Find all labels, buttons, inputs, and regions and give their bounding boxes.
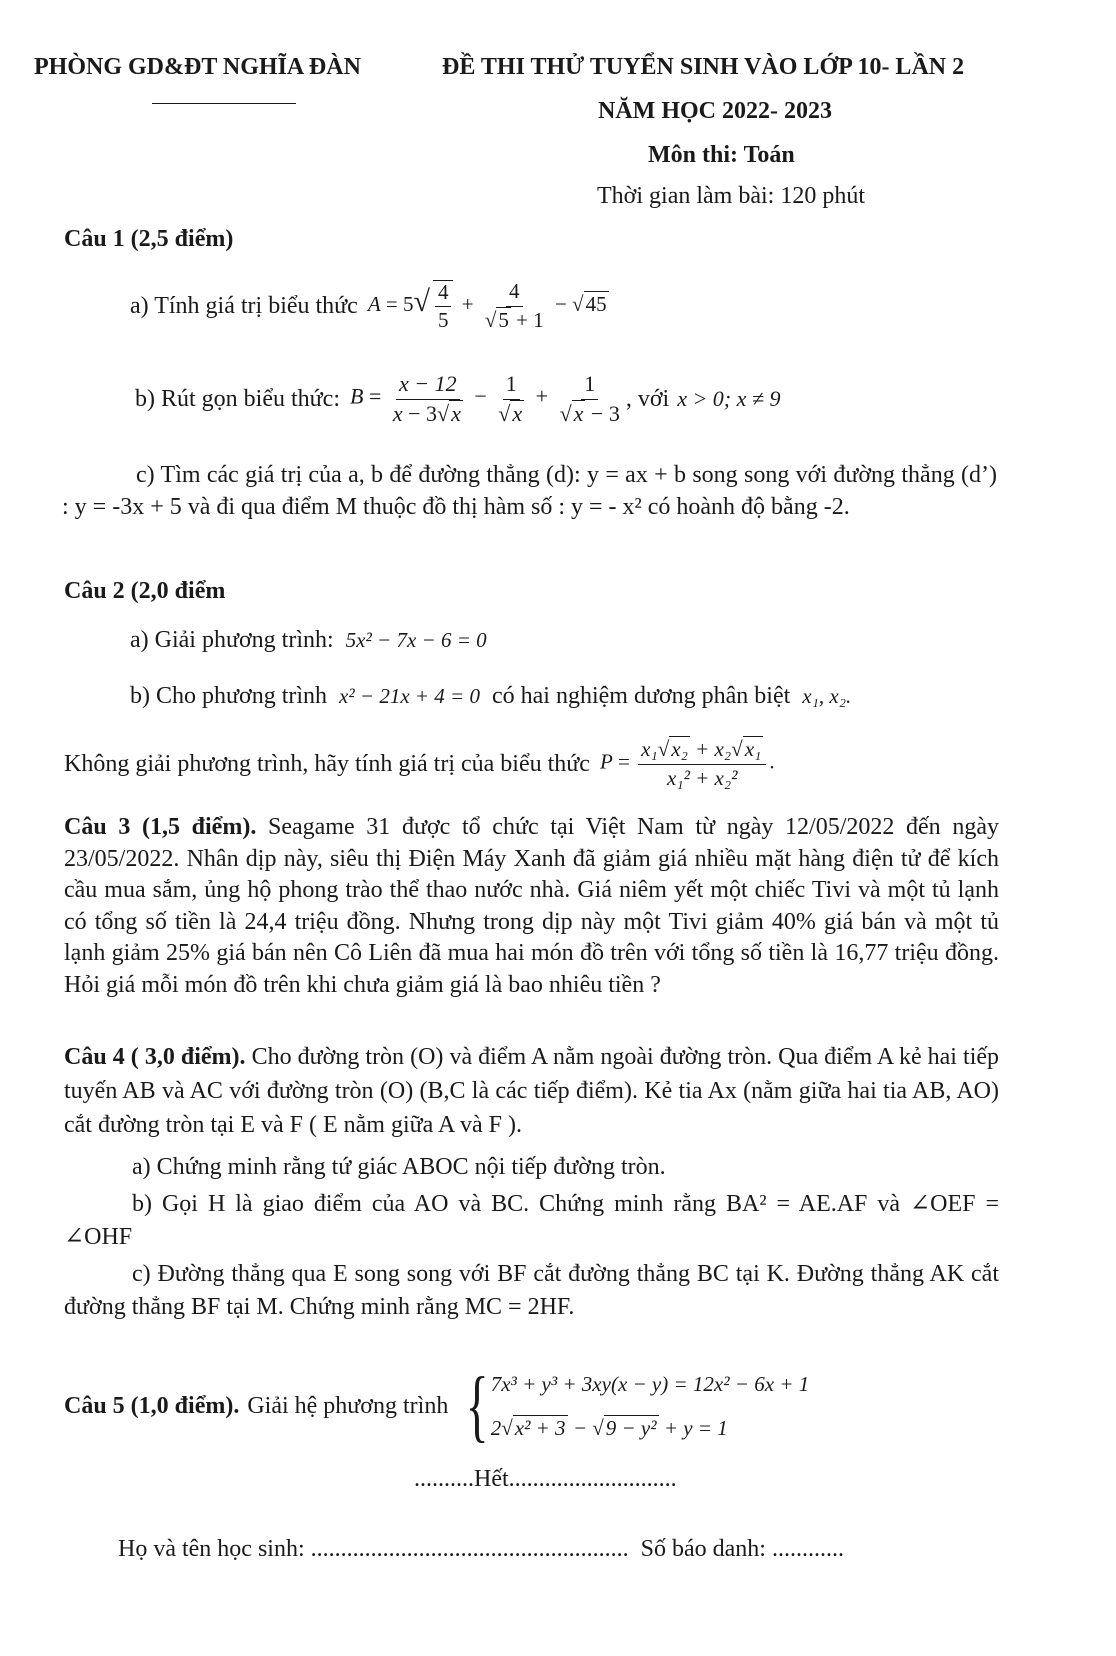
q4-title: Câu 4 ( 3,0 điểm). [64,1044,246,1070]
q2b-text2: có hai nghiệm dương phân biệt [491,683,791,709]
q4c: c) Đường thẳng qua E song song với BF cắt đường thẳng BC tại K. Đường thẳng AK cắt đường thẳng BF tại M. Chứng minh rằng MC = 2HF. [64,1261,999,1320]
q2-title: Câu 2 (2,0 điểm [64,578,226,604]
student-name-label: Họ và tên học sinh: [118,1536,305,1562]
q1-title: Câu 1 (2,5 điểm) [64,226,234,252]
end-text: Hết [474,1466,509,1492]
q5-text: Giải hệ phương trình [247,1392,449,1419]
q1b-text: b) Rút gọn biểu thức: [135,385,340,412]
q1c: c) Tìm các giá trị của a, b để đường thẳng (d): y = ax + b song song với đường thẳng (d’) : y = -3x + 5 và đi qua điểm M thuộc đồ thị hàm số : y = - x² có hoành độ bằng -2. [62,462,997,520]
q2a [130,627,487,654]
q2b-text1: b) Cho phương trình [130,683,328,709]
q4 [64,1040,999,1142]
q5-equation-1: 7x³ + y³ + 3xy(x − y) = 12x² − 6x + 1 [490,1372,810,1396]
q3-text: Seagame 31 được tổ chức tại Việt Nam từ ngày 12/05/2022 đến ngày 23/05/2022. Nhân dịp này, siêu thị Điện Máy Xanh đã giảm giá nhiều mặt hàng điện tử để kích cầu mua sắm, ủng hộ phong trào thể thao nước nhà. Giá niêm yết một chiếc Tivi và một tủ lạnh có tổng số tiền là 24,4 triệu đồng. Nhưng trong dịp này một Tivi giảm 40% giá bán và một tủ lạnh giảm 25% giá bán nên Cô Liên đã mua hai món đồ trên với tổng số tiền là 16,77 triệu đồng. Hỏi giá mỗi món đồ trên khi chưa giảm giá là bao nhiêu tiền ? [64,814,1000,998]
q1a [130,276,609,336]
student-name-dots: ..................................................... [310,1536,629,1562]
q5-system: { 7x³ + y³ + 3xy(x − y) = 12x² − 6x + 1 2√x² + 3 − √9 − y² + y = 1 [466,1362,810,1450]
q1a-text: a) Tính giá trị biểu thức [130,292,358,319]
q3-title: Câu 3 (1,5 điểm). [64,814,257,840]
q1b-condition-label: , với [625,385,670,412]
end-dots-right: ............................ [508,1466,677,1492]
q3 [64,812,999,1001]
q1b-condition: x > 0; x ≠ 9 [677,386,781,411]
school-name: PHÒNG GD&ĐT NGHĨA ĐÀN [34,54,361,80]
header-divider [152,103,296,104]
q2a-equation: 5x² − 7x − 6 = 0 [345,628,487,652]
q2b-roots: x₁, x₂. [802,684,852,708]
q1b-expression: B = $\frac{x - 12}{x - 3√x}$ − $\frac{1}{√x}$ + $\frac{1}{√x - 3}$ [349,371,620,426]
subject: Môn thi: Toán [648,142,795,168]
q1a-expression: A = 5√ $\frac{4}{5}$ + $\frac{4}{√5 + 1}$ − √45 [367,279,607,332]
sbd-dots: ............ [771,1536,844,1562]
student-name-line [118,1536,844,1563]
q4-text: Cho đường tròn (O) và điểm A nằm ngoài đường tròn. Qua điểm A kẻ hai tiếp tuyến AB và AC với đường tròn (O) (B,C là các tiếp điểm). Kẻ tia Ax (nằm giữa hai tia AB, AO) cắt đường tròn tại E và F ( E nằm giữa A và F ). [64,1044,1000,1138]
q2b-expression-line [64,728,775,800]
end-marker [414,1466,677,1493]
q5 [64,1358,809,1454]
q2b [130,683,851,710]
q4a: a) Chứng minh rằng tứ giác ABOC nội tiếp đường tròn. [132,1154,666,1180]
q4b: b) Gọi H là giao điểm của AO và BC. Chứng minh rằng BA² = AE.AF và ∠OEF = ∠OHF [64,1191,999,1250]
q2a-text: a) Giải phương trình: [130,627,334,653]
exam-title: ĐỀ THI THỬ TUYỂN SINH VÀO LỚP 10- LẦN 2 [442,54,965,80]
q2b-text3: Không giải phương trình, hãy tính giá trị của biểu thức [64,750,590,777]
q2b-expression: P = $\frac{\text{x₁√x₂ + x₂√x₁}}{\text{x₁² + x₂²}}$ . [599,737,775,790]
sbd-label: Số báo danh: [640,1536,766,1562]
q5-title: Câu 5 (1,0 điểm). [64,1392,240,1419]
end-dots-left: .......... [414,1466,474,1492]
q1b [135,366,780,432]
exam-duration: Thời gian làm bài: 120 phút [597,183,865,209]
q2b-equation: x² − 21x + 4 = 0 [339,684,480,708]
q5-equation-2: 2√x² + 3 − √9 − y² + y = 1 [490,1416,728,1440]
school-year: NĂM HỌC 2022- 2023 [598,98,832,124]
